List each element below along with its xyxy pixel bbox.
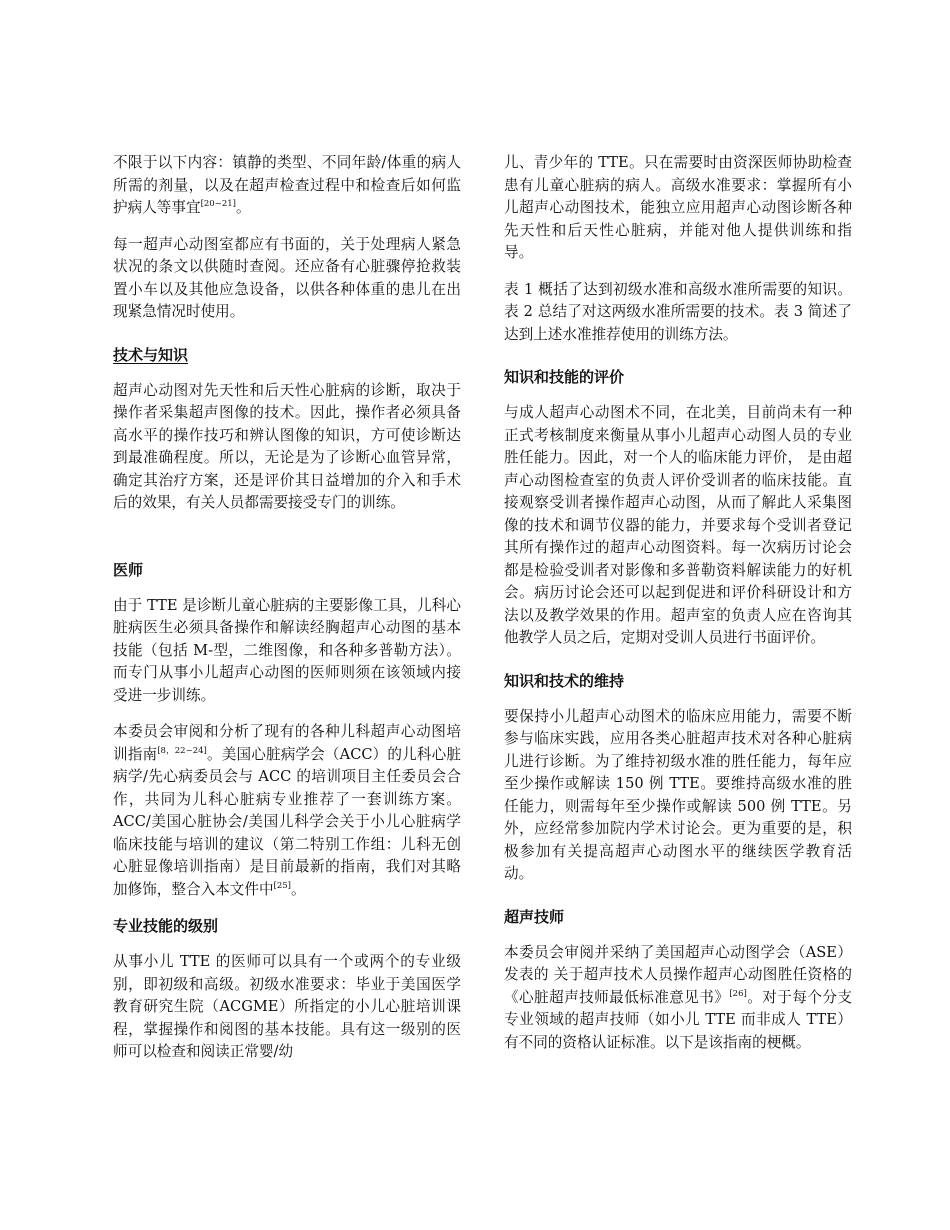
heading-maintenance: 知识和技术的维持	[504, 671, 625, 690]
heading-skill-levels: 专业技能的级别	[113, 917, 219, 935]
paragraph-committee: 本委员会审阅和分析了现有的各种儿科超声心动图培训指南[8，22~24]。美国心脏病学会（ACC）的儿科心脏病学/先心病委员会与 ACC 的培训项目主任委员会合作，共同为儿科心脏病专业推荐了一套训练方案。ACC/美国心脏协会/美国儿科学会关于小儿心脏病学临床技能与培训的建议（第二特别工作组：儿科无创心脏显像培训指南）是目前最新的指南，我们对其略加修饰，整合入本文件中[25]。	[113, 723, 461, 898]
paragraph-levels-continued: 儿、青少年的 TTE。只在需要时由资深医师协助检查患有儿童心脏病的病人。高级水准要求：掌握所有小儿超声心动图技术，能独立应用超声心动图诊断各种先天性和后天性心脏病，并能对他人提供训练和指导。	[504, 154, 852, 261]
paragraph-sedation: 不限于以下内容：镇静的类型、不同年龄/体重的病人所需的剂量，以及在超声检查过程中和检查后如何监护病人等事宜[20~21]。	[113, 154, 461, 216]
citation: [20~21]	[200, 199, 236, 209]
paragraph-tech-knowledge: 超声心动图对先天性和后天性心脏病的诊断，取决于操作者采集超声图像的技术。因此，操作者必须具备高水平的操作技巧和辨认图像的知识，方可使诊断达到最准确程度。所以，无论是为了诊断心血管异常，确定其治疗方案，还是评价其日益增加的介入和手术后的效果，有关人员都需要接受专门的训练。	[113, 381, 461, 511]
paragraph-skill-levels: 从事小儿 TTE 的医师可以具有一个或两个的专业级别，即初级和高级。初级水准要求：毕业于美国医学教育研究生院（ACGME）所指定的小儿心脏培训课程，掌握操作和阅图的基本技能。具有这一级别的医师可以检查和阅读正常婴/幼	[113, 953, 461, 1060]
paragraph-maintenance: 要保持小儿超声心动图术的临床应用能力，需要不断参与临床实践，应用各类心脏超声技术对各种心脏病儿进行诊断。为了维持初级水准的胜任能力，每年应至少操作或解读 150 例 TTE。要维持高级水准的胜任能力，则需每年至少操作或解读 500 例 TTE。另外，应经常参加院内学术讨论会。更为重要的是，积极参加有关提高超声心动图水平的继续医学教育活动。	[504, 707, 852, 882]
paragraph-sonographer: 本委员会审阅并采纳了美国超声心动图学会（ASE）发表的 关于超声技术人员操作超声心动图胜任资格的《心脏超声技师最低标准意见书》[26]。对于每个分支专业领域的超声技师（如小儿 TTE 而非成人 TTE）有不同的资格认证标准。以下是该指南的梗概。	[504, 943, 852, 1051]
heading-tech-knowledge: 技术与知识	[113, 345, 189, 364]
heading-doctor: 医师	[113, 560, 144, 579]
citation: [8，22~24]	[157, 745, 207, 756]
heading-evaluation: 知识和技能的评价	[504, 368, 625, 386]
right-column	[504, 152, 852, 1054]
paragraph-tables-summary: 表 1 概括了达到初级水准和高级水准所需要的知识。表 2 总结了对这两级水准所需要的技术。表 3 简述了达到上述水准推荐使用的训练方法。	[504, 280, 852, 343]
paragraph-emergency: 每一超声心动图室都应有书面的，关于处理病人紧急状况的条文以供随时查阅。还应备有心脏骤停抢救装置小车以及其他应急设备，以供各种体重的患儿在出现紧急情况时使用。	[113, 235, 461, 320]
citation: [25]	[273, 880, 291, 891]
paragraph-doctor: 由于 TTE 是诊断儿童心脏病的主要影像工具，儿科心脏病医生必须具备操作和解读经胸超声心动图的基本技能（包括 M-型，二维图像，和各种多普勒方法）。而专门从事小儿超声心动图的医师则须在该领域内接受进一步训练。	[113, 596, 461, 704]
paragraph-evaluation: 与成人超声心动图术不同，在北美，目前尚未有一种正式考核制度来衡量从事小儿超声心动图人员的专业胜任能力。因此，对一个人的临床能力评价， 是由超声心动图检查室的负责人评价受训者的临床技能。直接观察受训者操作超声心动图，从而了解此人采集图像的技术和调节仪器的能力，并要求每个受训者登记其所有操作过的超声心动图资料。每一次病历讨论会都是检验受训者对影像和多普勒资料解读能力的好机会。病历讨论会还可以起到促进和评价科研设计和方法以及教学效果的作用。超声室的负责人应在咨询其他教学人员之后，定期对受训人员进行书面评价。	[504, 404, 852, 646]
citation: [26]	[729, 988, 747, 999]
left-column	[113, 152, 461, 1064]
heading-sonographer: 超声技师	[504, 907, 565, 926]
